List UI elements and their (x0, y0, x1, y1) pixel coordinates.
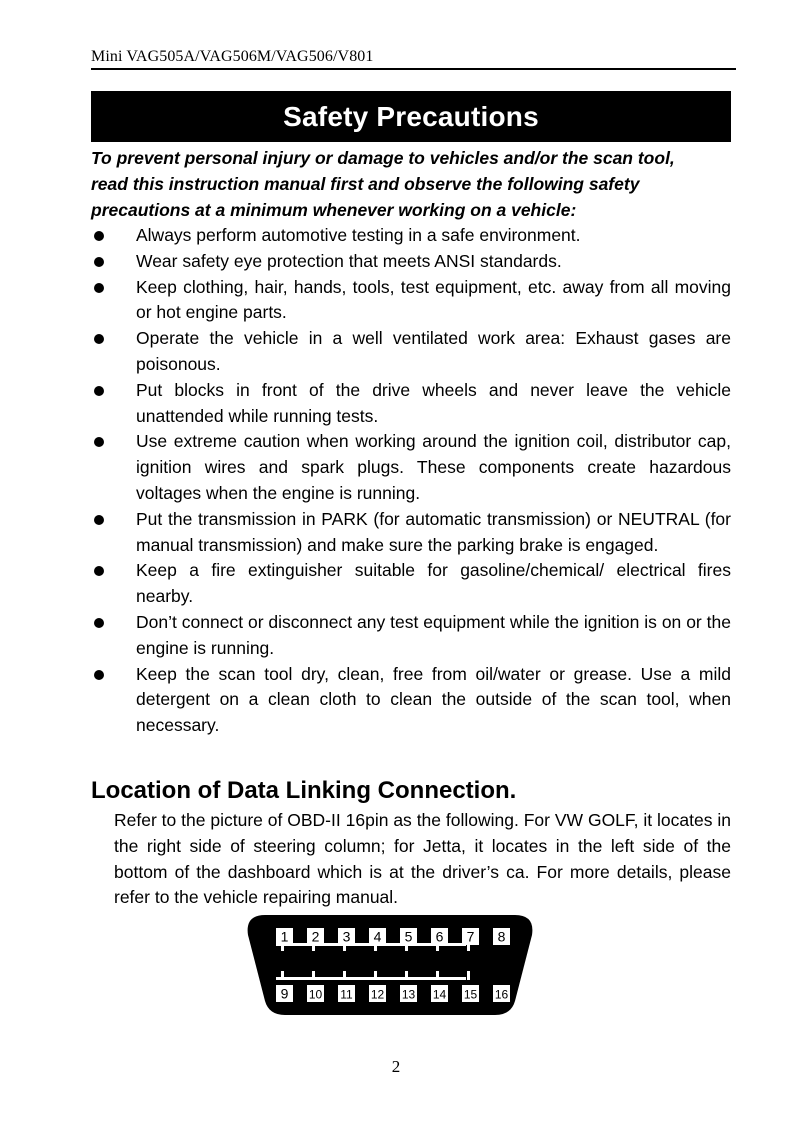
list-item (91, 249, 731, 275)
top-row-pin-label: 4 (373, 928, 382, 945)
list-item-text: Keep clothing, hair, hands, tools, test equipment, etc. away from all moving or hot engine parts. (136, 276, 731, 323)
bullet-icon (94, 283, 104, 293)
obd2-connector-diagram (245, 913, 535, 1017)
list-item-text: Put the transmission in PARK (for automatic transmission) or NEUTRAL (for manual transmission) and make sure the parking brake is engaged. (136, 508, 731, 555)
list-item-text: Always perform automotive testing in a safe environment. (136, 225, 581, 245)
precautions-list (91, 223, 736, 739)
running-header: Mini VAG505A/VAG506M/VAG506/V801 (91, 48, 374, 65)
bottom-row-pin-label: 14 (432, 987, 447, 1002)
page-number: 2 (391, 1057, 401, 1076)
bottom-row-pin-label: 10 (308, 987, 323, 1002)
top-row-pin-label: 3 (342, 928, 351, 945)
list-item (91, 558, 731, 610)
top-row-pin-label: 8 (497, 928, 506, 945)
list-item (91, 429, 731, 506)
section-heading: Location of Data Linking Connection. (91, 777, 517, 804)
bullet-icon (94, 334, 104, 344)
top-row-pin-label: 1 (280, 928, 289, 945)
top-row-pin-label: 7 (466, 928, 475, 945)
section-title-bar: Safety Precautions (91, 91, 731, 142)
bullet-icon (94, 670, 104, 680)
bullet-icon (94, 386, 104, 396)
list-item-text: Keep the scan tool dry, clean, free from oil/water or grease. Use a mild detergent on a clean cloth to clean the outside of the scan tool, when necessary. (136, 663, 731, 736)
list-item (91, 378, 731, 430)
list-item (91, 610, 731, 662)
bottom-row-pin-label: 16 (494, 987, 509, 1002)
header-rule (91, 68, 736, 70)
list-item (91, 662, 731, 739)
list-item (91, 507, 731, 559)
bullet-icon (94, 257, 104, 267)
intro-paragraph: To prevent personal injury or damage to vehicles and/or the scan tool, read this instruction manual first and observe the following safety precautions at a minimum whenever working on a vehicle: (91, 148, 675, 220)
section-body: Refer to the picture of OBD-II 16pin as the following. For VW GOLF, it locates in the right side of steering column; for Jetta, it locates in the left side of the bottom of the dashboard which is at the driver’s ca. For more details, please refer to the vehicle repairing manual. (114, 810, 731, 908)
list-item (91, 275, 731, 327)
bottom-row-pin-label: 13 (401, 987, 416, 1002)
list-item-text: Use extreme caution when working around the ignition coil, distributor cap, ignition wires and spark plugs. These components create hazardous voltages when the engine is running. (136, 431, 731, 503)
bottom-row-pin-label: 15 (463, 987, 478, 1002)
bottom-row-pin-label: 12 (370, 987, 385, 1002)
bottom-row-pin-label: 9 (280, 985, 289, 1002)
list-item (91, 326, 731, 378)
bullet-icon (94, 231, 104, 241)
list-item-text: Keep a fire extinguisher suitable for gasoline/chemical/ electrical fires nearby. (136, 560, 731, 607)
bullet-icon (94, 515, 104, 525)
list-item-text: Don’t connect or disconnect any test equipment while the ignition is on or the engine is running. (136, 611, 731, 658)
list-item (91, 223, 731, 249)
bullet-icon (94, 437, 104, 447)
list-item-text: Put blocks in front of the drive wheels and never leave the vehicle unattended while running tests. (136, 379, 731, 426)
top-row-pin-label: 6 (435, 928, 444, 945)
list-item-text: Wear safety eye protection that meets ANSI standards. (136, 250, 562, 271)
top-row-pin-label: 5 (404, 928, 413, 945)
list-item-text: Operate the vehicle in a well ventilated work area: Exhaust gases are poisonous. (136, 328, 731, 374)
top-row-pin-label: 2 (311, 928, 320, 945)
bottom-row-pin-label: 11 (340, 987, 353, 1002)
bullet-icon (94, 566, 104, 576)
bullet-icon (94, 618, 104, 628)
